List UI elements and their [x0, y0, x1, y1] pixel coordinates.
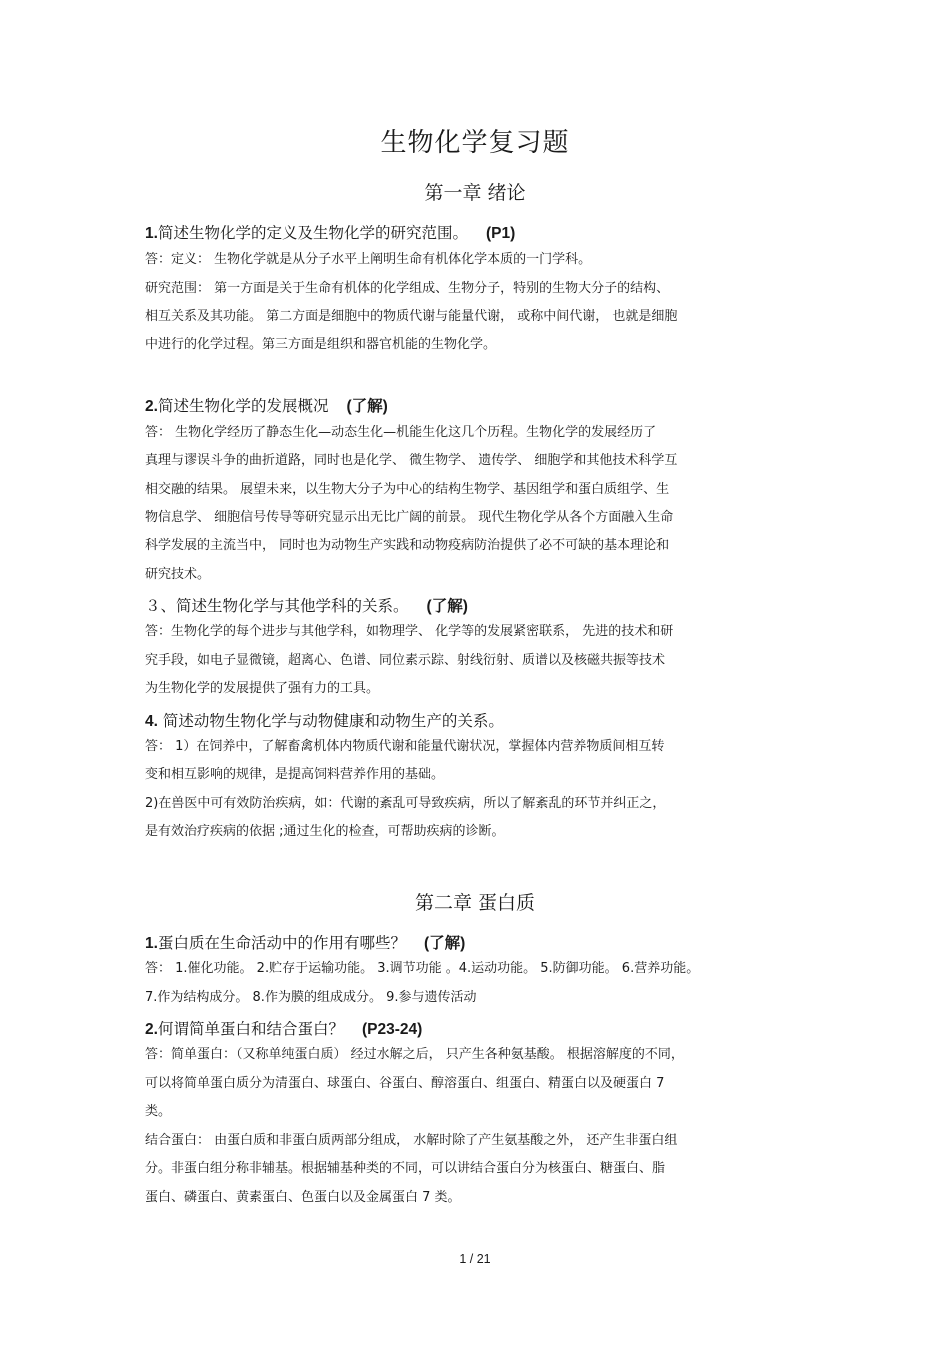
- ch1-question-1: [145, 221, 515, 243]
- answer-line: 类。: [145, 1104, 172, 1119]
- answer-line: 结合蛋白： 由蛋白质和非蛋白质两部分组成， 水解时除了产生氨基酸之外， 还产生非蛋白组: [145, 1133, 678, 1148]
- question-text: 何谓简单蛋白和结合蛋白？: [157, 1020, 344, 1038]
- question-number: 1.: [145, 225, 158, 242]
- answer-line: 中进行的化学过程。第三方面是组织和器官机能的生物化学。: [145, 337, 497, 352]
- question-number: 2.: [145, 1021, 158, 1038]
- answer-line: 7.作为结构成分。 8.作为膜的组成成分。 9.参与遗传活动: [145, 990, 477, 1005]
- ch1-question-2: [145, 394, 388, 416]
- ch1-question-3: [145, 594, 468, 616]
- question-reference: (了解): [426, 598, 468, 615]
- question-number: ３、: [145, 597, 177, 615]
- question-reference: (P23-24): [361, 1021, 423, 1038]
- answer-line: 为生物化学的发展提供了强有力的工具。: [145, 681, 380, 696]
- ch2-question-1: [145, 931, 465, 953]
- question-reference: (P1): [485, 225, 516, 242]
- question-number: 1.: [145, 935, 158, 952]
- answer-line: 相交融的结果。 展望未来，以生物大分子为中心的结构生物学、基因组学和蛋白质组学、生: [145, 482, 670, 497]
- chapter-1-heading: 第一章 绪论: [424, 182, 526, 204]
- answer-line: 答：生物化学的每个进步与其他学科，如物理学、 化学等的发展紧密联系， 先进的技术和研: [145, 624, 674, 639]
- document-title: 生物化学复习题: [380, 128, 570, 158]
- question-text: 简述生物化学的发展概况: [157, 397, 329, 415]
- answer-line: 变和相互影响的规律，是提高饲料营养作用的基础。: [145, 767, 445, 782]
- ch1-question-4: [145, 709, 504, 731]
- answer-line: 答： 1.催化功能。 2.贮存于运输功能。 3.调节功能 。4.运动功能。 5.防御功能。 6.营养功能。: [145, 961, 700, 976]
- answer-line: 可以将简单蛋白质分为清蛋白、球蛋白、谷蛋白、醇溶蛋白、组蛋白、精蛋白以及硬蛋白 7: [145, 1076, 665, 1091]
- question-text: 简述生物化学的定义及生物化学的研究范围。: [157, 224, 468, 242]
- ch2-question-2: [145, 1017, 422, 1039]
- question-number: 4.: [145, 713, 158, 730]
- question-reference: (了解): [346, 398, 388, 415]
- answer-line: 研究范围： 第一方面是关于生命有机体的化学组成、生物分子，特别的生物大分子的结构、: [145, 281, 670, 296]
- question-text: 简述生物化学与其他学科的关系。: [176, 597, 409, 615]
- answer-line: 答：定义： 生物化学就是从分子水平上阐明生命有机体化学本质的一门学科。: [145, 252, 592, 267]
- answer-line: 答：简单蛋白：（又称单纯蛋白质） 经过水解之后， 只产生各种氨基酸。 根据溶解度的不同，: [145, 1047, 684, 1062]
- question-reference: (了解): [423, 935, 466, 952]
- answer-line: 究手段，如电子显微镜，超离心、色谱、同位素示踪、射线衍射、质谱以及核磁共振等技术: [145, 653, 666, 668]
- answer-line: 物信息学、 细胞信号传导等研究显示出无比广阔的前景。 现代生物化学从各个方面融入生命: [145, 510, 674, 525]
- answer-line: 是有效治疗疾病的依据 ;通过生化的检查，可帮助疾病的诊断。: [145, 824, 505, 839]
- answer-line: 答： 1）在饲养中，了解畜禽机体内物质代谢和能量代谢状况，掌握体内营养物质间相互转: [145, 739, 665, 754]
- answer-line: 答： 生物化学经历了静态生化—动态生化—机能生化这几个历程。生物化学的发展经历了: [145, 425, 657, 440]
- answer-line: 真理与谬误斗争的曲折道路，同时也是化学、 微生物学、 遗传学、 细胞学和其他技术科学互: [145, 453, 678, 468]
- answer-line: 研究技术。: [145, 567, 211, 582]
- question-number: 2.: [145, 398, 158, 415]
- question-text: 简述动物生物化学与动物健康和动物生产的关系。: [157, 712, 504, 730]
- answer-line: 2)在兽医中可有效防治疾病，如：代谢的紊乱可导致疾病，所以了解紊乱的环节并纠正之，: [145, 796, 666, 811]
- answer-line: 蛋白、磷蛋白、黄素蛋白、色蛋白以及金属蛋白 7 类。: [145, 1190, 461, 1205]
- chapter-2-heading: 第二章 蛋白质: [414, 892, 536, 914]
- answer-line: 科学发展的主流当中， 同时也为动物生产实践和动物疫病防治提供了必不可缺的基本理论和: [145, 538, 670, 553]
- page-number: 1 / 21: [459, 1252, 491, 1266]
- question-text: 蛋白质在生命活动中的作用有哪些？: [157, 934, 406, 952]
- answer-line: 相互关系及其功能。 第二方面是细胞中的物质代谢与能量代谢， 或称中间代谢， 也就是细胞: [145, 309, 678, 324]
- answer-line: 分。非蛋白组分称非辅基。根据辅基种类的不同，可以讲结合蛋白分为核蛋白、糖蛋白、脂: [145, 1161, 666, 1176]
